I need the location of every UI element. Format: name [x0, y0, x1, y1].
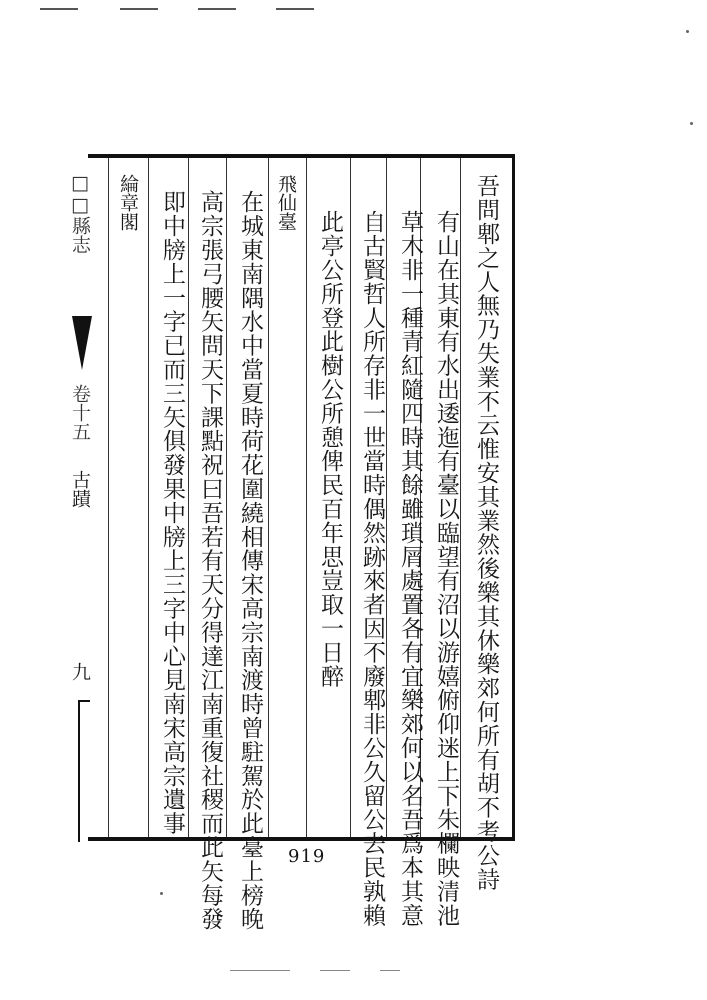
heading-feixian-tai: 飛仙臺	[275, 174, 297, 231]
fishtail-mark	[72, 316, 92, 370]
scan-mark	[120, 8, 158, 10]
column-rule	[226, 158, 227, 837]
column-rule	[386, 158, 387, 837]
column-rule	[148, 158, 149, 837]
scan-dash	[230, 970, 290, 971]
text-column-8: 高宗張弓腰矢問天下課點祝曰吾若有天分得達江南重復社稷而此矢每發	[197, 190, 223, 931]
margin-volume: 卷十五	[69, 384, 91, 441]
column-rule	[108, 158, 109, 837]
scan-mark	[40, 8, 78, 10]
text-column-7: 在城東南隅水中當夏時荷花圍繞相傳宋高宗南渡時曾駐駕於此臺上榜晚	[237, 190, 263, 931]
margin-book-title: □□縣志	[69, 172, 91, 254]
text-column-1: 吾問郫之人無乃失業不云惟安其業然後樂其休樂郊何所有胡不考公詩	[473, 174, 499, 891]
column-rule	[350, 158, 351, 837]
margin-section: 古蹟	[69, 470, 91, 508]
column-rule	[460, 158, 461, 837]
scan-speck	[686, 30, 689, 33]
page-number: 919	[288, 846, 326, 867]
text-column-4: 自古賢哲人所存非一世當時偶然跡來者因不廢郫非公久留公去民孰賴	[359, 210, 385, 927]
scan-speck	[160, 892, 163, 895]
scan-mark	[276, 8, 314, 10]
text-column-5: 此亭公所登此樹公所憩俾民百年思豈取一日醉	[317, 210, 343, 688]
scan-speck	[690, 122, 693, 125]
column-rule	[268, 158, 269, 837]
text-column-2: 有山在其東有水出逶迤有臺以臨望有沼以游嬉俯仰迷上下朱欄映清池	[433, 210, 459, 927]
heading-lunzhang-ge: 綸章閣	[117, 174, 139, 231]
text-column-3: 草木非一種青紅隨四時其餘雖瑣屑處置各有宜樂郊何以名吾爲本其意	[397, 210, 423, 927]
scan-dash	[380, 970, 400, 971]
margin-rule	[78, 700, 90, 842]
column-rule	[306, 158, 307, 837]
margin-leaf: 九	[69, 662, 91, 681]
scan-dash	[320, 970, 350, 971]
scan-mark	[198, 8, 236, 10]
column-rule	[188, 158, 189, 837]
text-column-9: 即中牓上一字已而三矢俱發果中牓上三字中心見南宋高宗遺事	[159, 190, 185, 836]
